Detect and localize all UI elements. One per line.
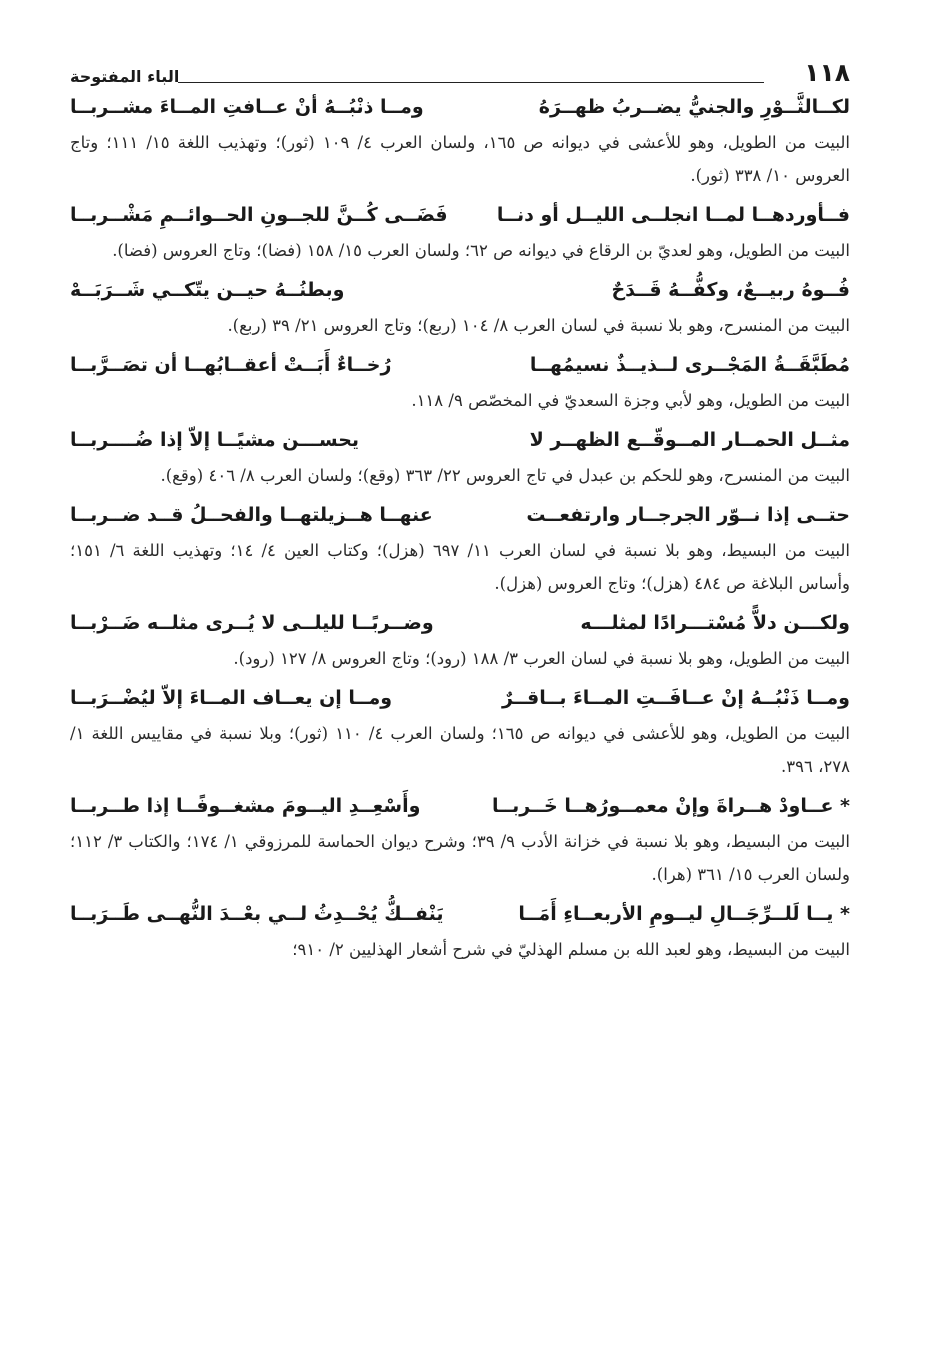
verse-note: البيت من الطويل، وهو بلا نسبة في لسان العرب ٣/ ١٨٨ (رود)؛ وتاج العروس ٨/ ١٢٧ (رود). — [233, 649, 850, 668]
verse-hemistich-right: فــأوردهــا لمــا انجلــى الليــل أو دنــا — [496, 204, 850, 226]
verse-hemistich-left: وأَسْعِــدِ اليــومَ مشغــوفًــا إذا طــربــا — [70, 795, 421, 817]
verse-hemistich-left: ومــا إن يعــاف المــاءَ إلاّ ليُضْــرَبــا — [70, 687, 393, 709]
verse-hemistich-left: يَنْفــكُّ يُحْــدِثُ لــي بعْــدَ النُّهــى طَــرَبــا — [70, 903, 444, 925]
verse-hemistich-right: * يــا لَلــرِّجَــالِ ليــومِ الأربعــاءِ أَمَــا — [518, 903, 850, 925]
verse-note: البيت من البسيط، وهو بلا نسبة في خزانة الأدب ٩/ ٣٩؛ وشرح ديوان الحماسة للمرزوقي ١/ ١٧٤؛ والكتاب ٣/ ١١٢؛ ولسان العرب ١٥/ ٣٦١ (هرا). — [70, 832, 850, 884]
verse-hemistich-left: فَضَــى كُــنَّ للجــونِ الحــوائــمِ مَشْــربــا — [70, 204, 448, 226]
page — [70, 52, 850, 970]
verse-note: البيت من البسيط، وهو بلا نسبة في لسان العرب ١١/ ٦٩٧ (هزل)؛ وكتاب العين ٤/ ١٤؛ وتهذيب اللغة ٦/ ١٥١؛ وأساس البلاغة ص ٤٨٤ (هزل)؛ وتاج العروس (هزل). — [70, 541, 850, 593]
entry — [70, 88, 850, 192]
verse-line — [70, 496, 850, 534]
verse-line — [70, 679, 850, 717]
entry — [70, 196, 850, 267]
page-number: ١١٨ — [804, 58, 850, 87]
verse-line — [70, 346, 850, 384]
verse-hemistich-left: وبطنُــهُ حيــن يتّكــي شَــرَبَــهْ — [70, 279, 345, 301]
entry — [70, 271, 850, 342]
verse-hemistich-right: ومــا ذَنْبُــهُ إنْ عــافَــتِ المــاءَ بــاقــرٌ — [501, 687, 850, 709]
verse-hemistich-right: ولكـــن دلاًّ مُسْتـــرادًا لمثلـــه — [580, 612, 850, 634]
entry — [70, 679, 850, 783]
verse-note: البيت من الطويل، وهو للأعشى في ديوانه ص ١٦٥؛ ولسان العرب ٤/ ١١٠ (ثور)؛ وبلا نسبة في مقاييس اللغة ١/ ٢٧٨، ٣٩٦. — [70, 724, 850, 776]
verse-line — [70, 196, 850, 234]
entry — [70, 895, 850, 966]
header-rule — [178, 82, 764, 83]
verse-line — [70, 271, 850, 309]
verse-note: البيت من الطويل، وهو للأعشى في ديوانه ص ١٦٥، ولسان العرب ٤/ ١٠٩ (ثور)؛ وتهذيب اللغة ١٥/ ١١١؛ وتاج العروس ١٠/ ٣٣٨ (ثور). — [70, 133, 850, 185]
entry — [70, 604, 850, 675]
verse-hemistich-left: وضــربًــا لليلــى لا يُــرى مثلــه ضَــرْبــا — [70, 612, 434, 634]
verse-hemistich-right: لكــالثَّــوْرِ والجنيُّ يضــربُ ظهــرَهُ — [538, 96, 850, 118]
verse-note: البيت من البسيط، وهو لعبد الله بن مسلم الهذليّ في شرح أشعار الهذليين ٢/ ٩١٠؛ — [292, 940, 850, 959]
running-title: الباء المفتوحة — [70, 67, 180, 86]
verse-hemistich-left: ومــا ذنْبُــهُ أنْ عــافتِ المــاءَ مشــربــا — [70, 96, 424, 118]
verse-hemistich-right: فُــوهُ ربيــعٌ، وكفُّــهُ قَــدَحٌ — [611, 279, 850, 301]
verse-note: البيت من الطويل، وهو لأبي وجزة السعديّ في المخصّص ٩/ ١١٨. — [411, 391, 850, 410]
verse-hemistich-right: حتــى إذا نــوّر الجرجــار وارتفعــت — [526, 504, 850, 526]
entry — [70, 787, 850, 891]
verse-hemistich-left: رُخــاءٌ أَبَــتْ أعقــابُهــا أن تصَــرَّبــا — [70, 354, 392, 376]
verse-line — [70, 421, 850, 459]
verse-hemistich-right: * عــاودْ هــراةَ وإنْ معمــورُهــا خَــربــا — [491, 795, 850, 817]
verse-line — [70, 88, 850, 126]
entry — [70, 346, 850, 417]
entry — [70, 421, 850, 492]
entry — [70, 496, 850, 600]
verse-note: البيت من الطويل، وهو لعديّ بن الرقاع في ديوانه ص ٦٢؛ ولسان العرب ١٥/ ١٥٨ (فضا)؛ وتاج العروس (فضا). — [112, 241, 850, 260]
verse-line — [70, 787, 850, 825]
verse-hemistich-right: مُطَبَّقَــةُ المَجْــرى لــذيــذٌ نسيمُهــا — [529, 354, 850, 376]
verse-line — [70, 895, 850, 933]
verse-note: البيت من المنسرح، وهو للحكم بن عبدل في تاج العروس ٢٢/ ٣٦٣ (وقع)؛ ولسان العرب ٨/ ٤٠٦ (وقع). — [160, 466, 850, 485]
verse-hemistich-right: مثــل الحمــار المــوقّــع الظهــر لا — [529, 429, 850, 451]
verse-note: البيت من المنسرح، وهو بلا نسبة في لسان العرب ٨/ ١٠٤ (ربع)؛ وتاج العروس ٢١/ ٣٩ (ربع). — [227, 316, 850, 335]
verse-line — [70, 604, 850, 642]
verse-hemistich-left: عنهــا هــزيلتهــا والفحــلُ قــد ضــربــا — [70, 504, 433, 526]
page-header — [70, 52, 850, 88]
verse-hemistich-left: يحســـن مشيًــا إلاّ إذا ضُــــربــا — [70, 429, 360, 451]
